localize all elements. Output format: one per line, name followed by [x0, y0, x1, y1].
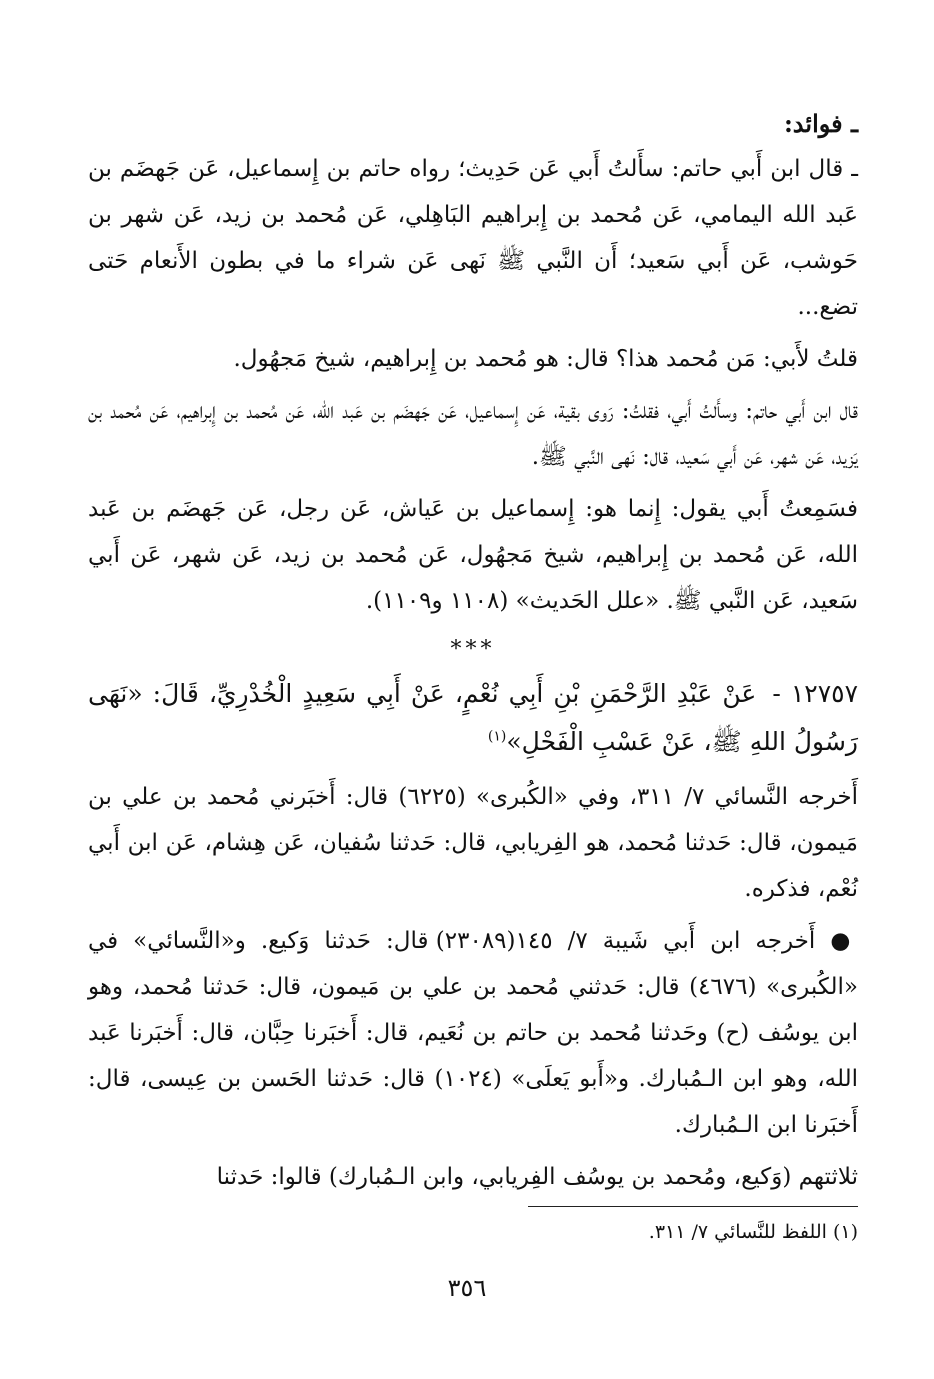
page-number: ٣٥٦: [447, 1274, 487, 1302]
footnote-divider: [528, 1206, 858, 1207]
paragraph: أَخرجه النَّسائي ٧/ ٣١١، وفي «الكُبرى» (٦٢٢٥) قال: أَخبَرني مُحمد بن علي بن مَيمون، قال: حَدثنا مُحمد، هو الفِريابي، قال: حَدثنا سُفيان، عَن هِشام، عَن ابن أَبي نُعْم، فذكره.: [88, 784, 859, 902]
footnote: (١) اللفظ للنَّسائي ٧/ ٣١١.: [648, 1221, 858, 1243]
hadith-number: ١٢٧٥٧ -: [772, 679, 858, 708]
paragraph: ـ قال ابن أَبي حاتم: سأَلتُ أَبي عَن حَدِيث؛ رواه حاتم بن إِسماعيل، عَن جَهضَم بن عَبد الله اليمامي، عَن مُحمد بن إِبراهيم البَاهِلي، عَن مُحمد بن زيد، عَن شهر بن حَوشب، عَن أَبي سَعيد؛ أَن النَّبي ﷺ نَهى عَن شراء ما في بطون الأَنعام حَتى تضع...: [88, 156, 858, 320]
paragraph: فسَمِعتُ أَبي يقول: إِنما هو: إِسماعيل بن عَياش، عَن رجل، عَن جَهضَم بن عَبد الله، عَن مُحمد بن إِبراهيم، شيخ مَجهُول، عَن مُحمد بن زيد، عَن شهر، عَن أَبي سَعيد، عَن النَّبي ﷺ. «علل الحَديث» (١١٠٨ و١١٠٩).: [88, 496, 858, 614]
footnote-marker: (١): [487, 728, 507, 745]
section-heading: ـ فوائد:: [783, 109, 858, 138]
paragraph: ثلاثتهم (وَكيع، ومُحمد بن يوسُف الفِريابي، وابن الـمُبارك) قالوا: حَدثنا: [216, 1164, 858, 1190]
paragraph: ● أَخرجه ابن أَبي شَيبة ٧/ ١٤٥(٢٣٠٨٩) قال: حَدثنا وَكيع. و«النَّسائي» في «الكُبرى» (٤٦٧٦) قال: حَدثني مُحمد بن علي بن مَيمون، قال: حَدثنا مُحمد، وهو ابن يوسُف (ح) وحَدثنا مُحمد بن حاتم بن نُعَيم، قال: أَخبَرنا حِبَّان، قال: أَخبَرنا عَبد الله، وهو ابن الـمُبارك. و«أَبو يَعلَى» (١٠٢٤) قال: حَدثنا الحَسن بن عِيسى، قال: أَخبَرنا ابن الـمُبارك.: [88, 928, 859, 1138]
section-separator: ***: [450, 637, 496, 662]
hadith-text: [88, 670, 858, 766]
paragraph: قلتُ لأَبي: مَن مُحمد هذا؟ قال: هو مُحمد بن إِبراهيم، شيخ مَجهُول.: [233, 346, 858, 372]
hadith-body: عَنْ عَبْدِ الرَّحْمَنِ بْنِ أَبِي نُعْمٍ، عَنْ أَبِي سَعِيدٍ الْخُدْرِيِّ، قَالَ: «نَهَى رَسُولُ اللهِ ﷺ، عَنْ عَسْبِ الْفَحْلِ»: [88, 679, 858, 756]
paragraph: قال ابن أَبي حاتم: وسأَلتُ أَبي، فقلتُ: رَوى بقية، عَن إِسماعيل، عَن جَهضَم بن عَبد الله، عَن مُحمد بن إِبراهيم، عَن مُحمد بن يَزيد، عَن شهر، عَن أَبي سَعيد، قال: نَهى النَّبي ﷺ.: [88, 398, 858, 470]
page-body: [88, 108, 858, 1247]
